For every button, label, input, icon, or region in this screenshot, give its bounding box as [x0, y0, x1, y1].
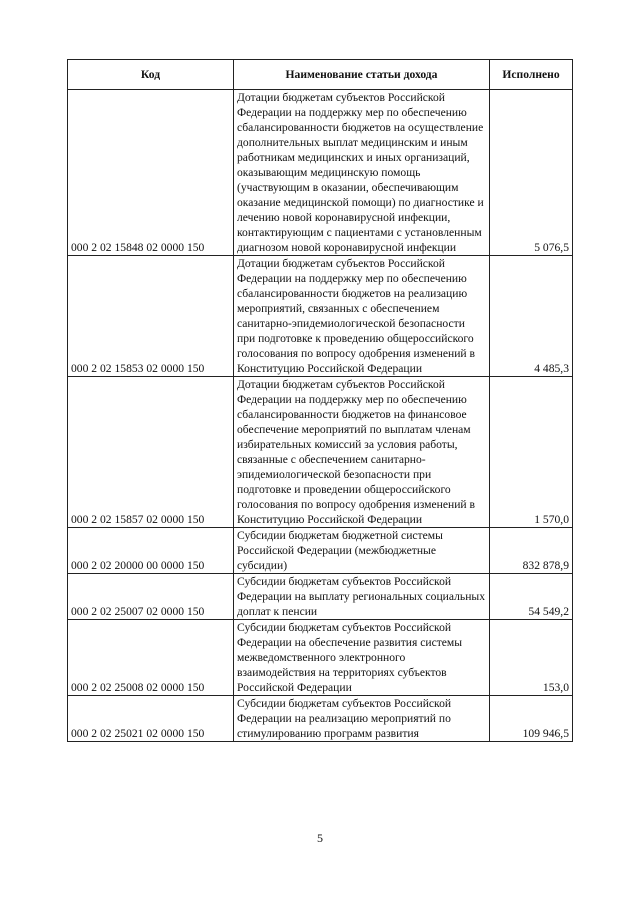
row-executed-value: 1 570,0 — [490, 377, 573, 528]
row-code: 000 2 02 15848 02 0000 150 — [68, 90, 234, 256]
row-code: 000 2 02 25007 02 0000 150 — [68, 574, 234, 620]
row-executed-value: 5 076,5 — [490, 90, 573, 256]
row-code: 000 2 02 15857 02 0000 150 — [68, 377, 234, 528]
table-row — [68, 574, 573, 620]
table-row — [68, 256, 573, 377]
row-revenue-name: Субсидии бюджетам субъектов Российской Федерации на обеспечение развития системы межведомственного электронного взаимодействия на территориях субъектов Российской Федерации — [234, 620, 490, 696]
row-revenue-name: Дотации бюджетам субъектов Российской Федерации на поддержку мер по обеспечению сбалансированности бюджетов на реализацию мероприятий, связанных с обеспечением санитарно-эпидемиологической безопасности при подготовке к проведению общероссийского голосования по вопросу одобрения изменений в Конституцию Российской Федерации — [234, 256, 490, 377]
table-row — [68, 90, 573, 256]
row-code: 000 2 02 25008 02 0000 150 — [68, 620, 234, 696]
table-row — [68, 377, 573, 528]
row-code: 000 2 02 15853 02 0000 150 — [68, 256, 234, 377]
row-revenue-name: Дотации бюджетам субъектов Российской Федерации на поддержку мер по обеспечению сбалансированности бюджетов на финансовое обеспечение мероприятий по выплатам членам избирательных комиссий за условия работы, связанные с обеспечением санитарно-эпидемиологической безопасности при подготовке и проведении общероссийского голосования по вопросу одобрения изменений в Конституцию Российской Федерации — [234, 377, 490, 528]
table-row — [68, 696, 573, 742]
row-code: 000 2 02 25021 02 0000 150 — [68, 696, 234, 742]
page-number: 5 — [317, 831, 323, 845]
row-revenue-name: Субсидии бюджетам субъектов Российской Федерации на выплату региональных социальных доплат к пенсии — [234, 574, 490, 620]
header-executed: Исполнено — [490, 60, 573, 90]
row-revenue-name: Субсидии бюджетам бюджетной системы Российской Федерации (межбюджетные субсидии) — [234, 528, 490, 574]
table-row — [68, 528, 573, 574]
row-executed-value: 4 485,3 — [490, 256, 573, 377]
table-row — [68, 620, 573, 696]
row-revenue-name: Дотации бюджетам субъектов Российской Федерации на поддержку мер по обеспечению сбалансированности бюджетов на осуществление дополнительных выплат медицинским и иным работникам медицинских и иных организаций, оказывающим медицинскую помощь (участвующим в оказании, обеспечивающим оказание медицинской помощи) по диагностике и лечению новой коронавирусной инфекции, контактирующим с пациентами с установленным диагнозом новой коронавирусной инфекции — [234, 90, 490, 256]
header-code: Код — [68, 60, 234, 90]
row-executed-value: 54 549,2 — [490, 574, 573, 620]
row-executed-value: 832 878,9 — [490, 528, 573, 574]
row-executed-value: 153,0 — [490, 620, 573, 696]
row-code: 000 2 02 20000 00 0000 150 — [68, 528, 234, 574]
header-revenue-name: Наименование статьи дохода — [234, 60, 490, 90]
row-executed-value: 109 946,5 — [490, 696, 573, 742]
row-revenue-name: Субсидии бюджетам субъектов Российской Федерации на реализацию мероприятий по стимулированию программ развития — [234, 696, 490, 742]
table-header-row — [68, 60, 573, 90]
revenue-table — [67, 59, 573, 742]
